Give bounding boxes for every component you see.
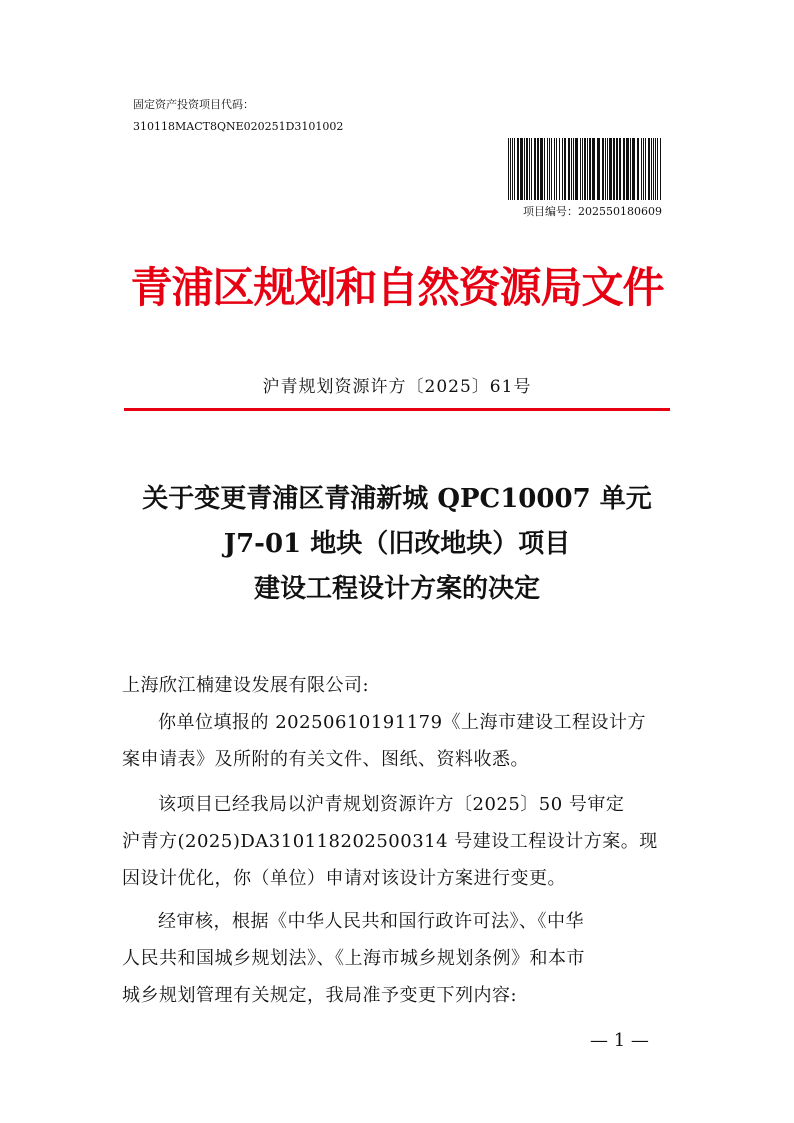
document-number: 沪青规划资源许方〔2025〕61号 [262,377,532,397]
page-number: — 1 — [590,1030,649,1051]
subject-line-3: 建设工程设计方案的决定 [253,574,540,604]
investment-code-label: 固定资产投资项目代码： [133,98,254,111]
paragraph-2-line-3: 因设计优化，你（单位）申请对该设计方案进行变更。 [122,868,566,889]
paragraph-1-line-2: 案申请表》及所附的有关文件、图纸、资料收悉。 [122,749,529,770]
investment-code-value: 310118MACT8QNE020251D3101002 [133,120,344,133]
paragraph-3-line-2: 人民共和国城乡规划法》、《上海市城乡规划条例》和本市 [122,948,585,969]
subject-line-1: 关于变更青浦区青浦新城 QPC10007 单元 [142,484,652,514]
issuing-authority-title: 青浦区规划和自然资源局文件 [130,263,664,312]
project-number: 项目编号：202550180609 [523,205,662,218]
paragraph-2-line-2: 沪青方(2025)DA310118202500314 号建设工程设计方案。现 [122,831,658,852]
paragraph-1-line-1: 你单位填报的 20250610191179《上海市建设工程设计方 [158,712,647,733]
paragraph-3-line-3: 城乡规划管理有关规定，我局准予变更下列内容: [122,985,518,1006]
addressee: 上海欣江楠建设发展有限公司: [122,675,370,696]
subject-line-2: J7-01 地块（旧改地块）项目 [223,529,571,559]
barcode-image [508,138,662,200]
red-separator-line [124,408,670,411]
paragraph-3-line-1: 经审核，根据《中华人民共和国行政许可法》、《中华 [158,911,584,932]
paragraph-2-line-1: 该项目已经我局以沪青规划资源许方〔2025〕50 号审定 [158,794,625,815]
